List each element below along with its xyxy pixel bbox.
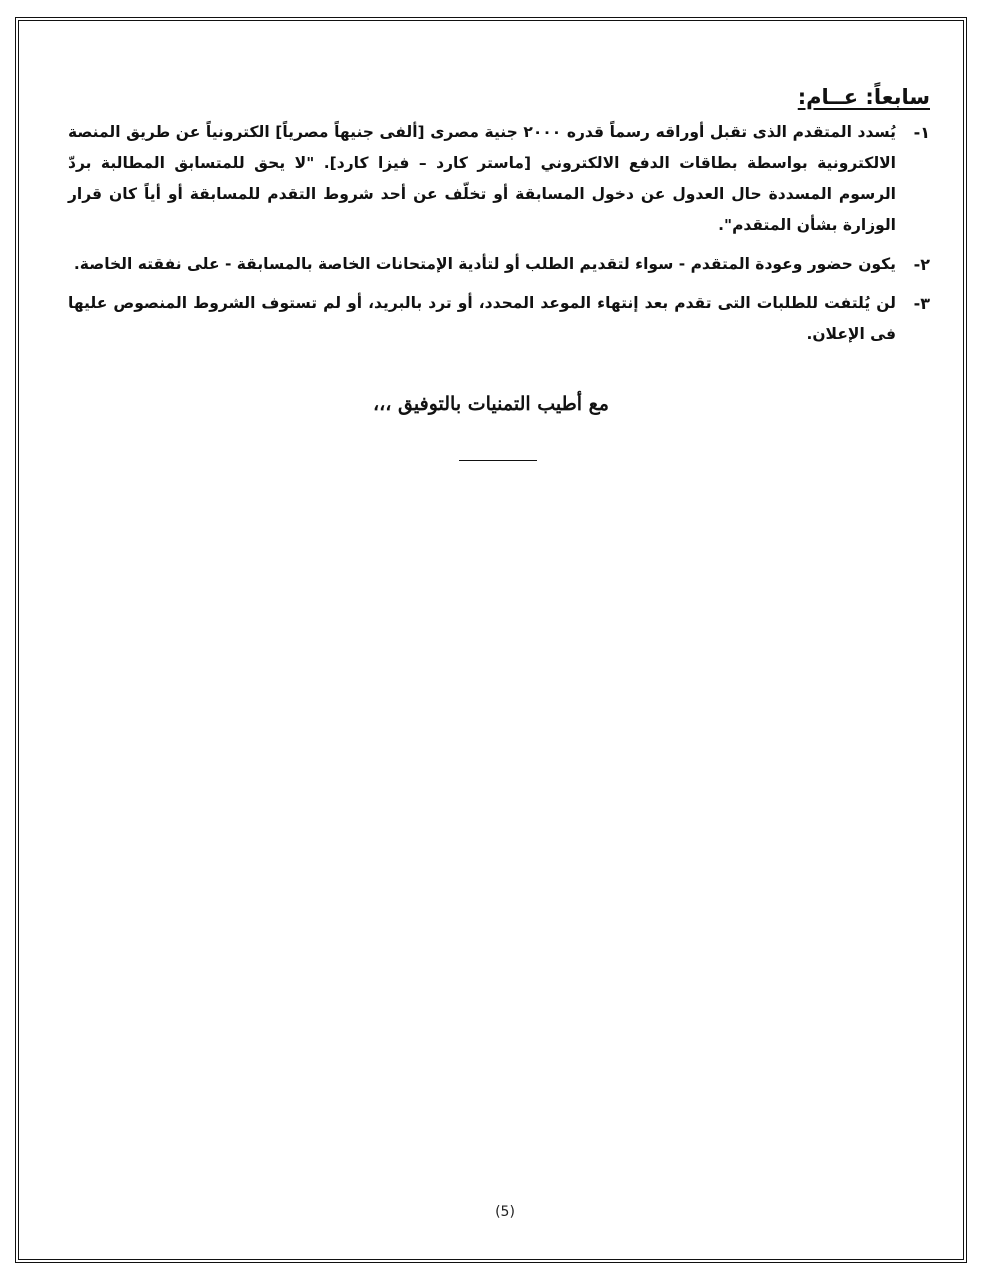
closing-divider [459, 460, 537, 461]
list-item-number: ١- [913, 123, 930, 143]
list-item [68, 249, 930, 280]
section-heading: سابعاً: عــام: [797, 85, 930, 109]
list-item [68, 288, 930, 350]
list-item-text: يُسدد المتقدم الذى تقبل أوراقه رسماً قدره ٢٠٠٠ جنية مصرى [ألفى جنيهاً مصرياً] الكترونياً عن طريق المنصة الالكترونية بواسطة بطاقات الدفع الالكتروني [ماستر كارد – فيزا كارد]. "لا يحق للمتسابق المطالبة بردّ الرسوم المسددة حال العدول عن دخول المسابقة أو تخلّف عن أحد شروط التقدم للمسابقة أو أياً كان قرار الوزارة بشأن المتقدم". [68, 123, 896, 235]
list-item-text: يكون حضور وعودة المتقدم - سواء لتقديم الطلب أو لتأدية الإمتحانات الخاصة بالمسابقة - على نفقته الخاصة. [73, 255, 896, 274]
list-item-number: ٣- [913, 294, 930, 314]
list-item-text: لن يُلتفت للطلبات التى تقدم بعد إنتهاء الموعد المحدد، أو ترد بالبريد، أو لم تستوف الشروط المنصوص عليها فى الإعلان. [68, 294, 896, 344]
document-body [68, 84, 930, 358]
closing-line-text: مع أطيب التمنيات بالتوفيق ،،، [373, 393, 609, 415]
page-number: (5) [495, 1204, 515, 1220]
list-item-number: ٢- [913, 255, 930, 275]
list-item [68, 117, 930, 241]
conditions-list [68, 117, 930, 350]
